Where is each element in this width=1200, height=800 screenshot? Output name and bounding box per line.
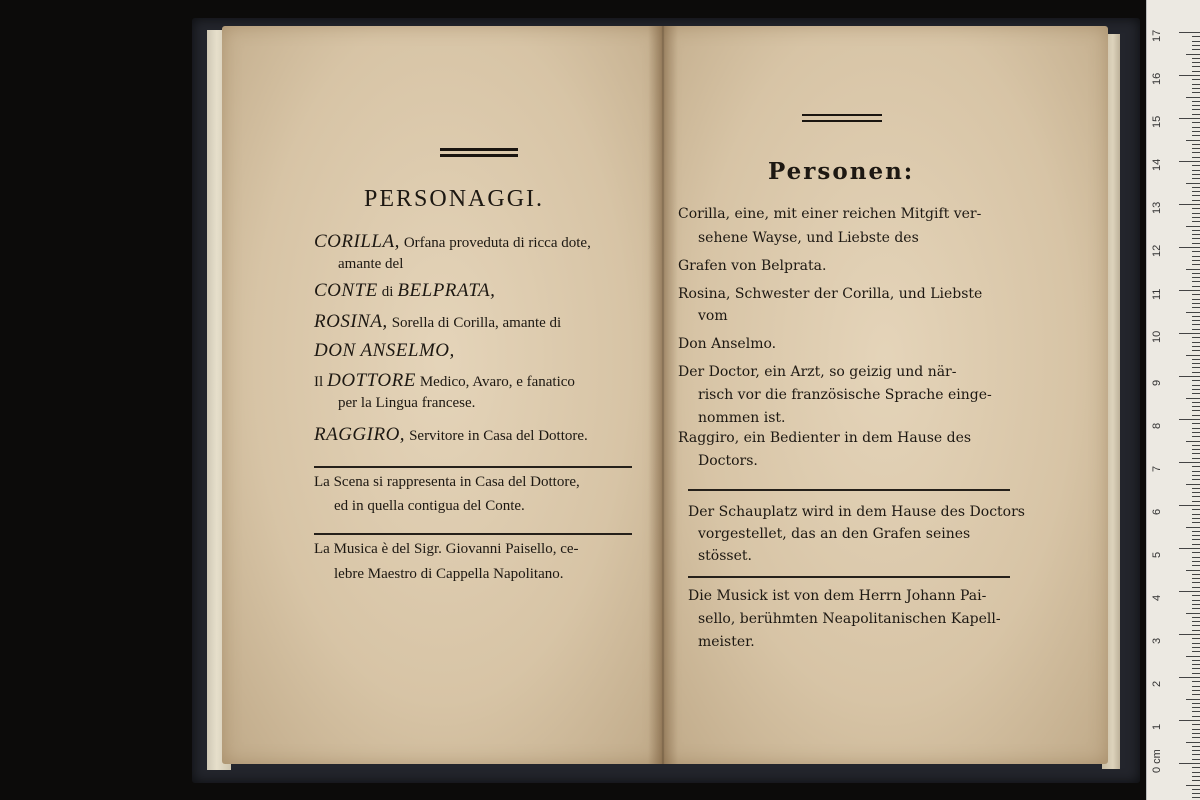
ruler-tick (1192, 286, 1200, 287)
ruler-tick (1186, 527, 1200, 528)
ruler-tick (1192, 716, 1200, 717)
ruler-tick (1192, 608, 1200, 609)
cast-line (314, 311, 561, 333)
ruler-tick (1192, 711, 1200, 712)
ruler-tick (1192, 660, 1200, 661)
ruler-tick (1192, 582, 1200, 583)
ruler-tick (1192, 415, 1200, 416)
ruler-tick (1192, 797, 1200, 798)
cast-line (314, 280, 495, 302)
ruler-tick (1192, 41, 1200, 42)
scene-text: Der Schauplatz wird in dem Hause des Doctors (688, 504, 1025, 520)
character-description: Medico, Avaro, e fanatico (419, 374, 575, 390)
cast-line (314, 340, 455, 362)
music-credit: La Musica è del Sigr. Giovanni Paisello, ce- (314, 541, 579, 557)
ruler-tick (1192, 518, 1200, 519)
ruler-tick (1192, 428, 1200, 429)
cast-line: per la Lingua francese. (338, 395, 476, 411)
ruler-tick (1192, 337, 1200, 338)
cast-line: Doctors. (698, 453, 758, 469)
ruler-tick (1192, 359, 1200, 360)
ruler-tick (1192, 36, 1200, 37)
ruler-tick (1192, 737, 1200, 738)
ornament-bar (440, 154, 518, 157)
ruler-tick (1192, 299, 1200, 300)
ruler-tick (1192, 436, 1200, 437)
ruler-tick (1192, 372, 1200, 373)
cast-line: risch vor die französische Sprache einge- (698, 387, 992, 403)
measuring-ruler (1146, 0, 1200, 800)
ruler-tick (1192, 587, 1200, 588)
ruler-number: 2 (1151, 680, 1163, 687)
ruler-tick (1192, 681, 1200, 682)
scene-text: La Scena si rappresenta in Casa del Dottore, (314, 474, 580, 490)
ruler-tick (1192, 92, 1200, 93)
ruler-tick (1186, 312, 1200, 313)
ruler-tick (1192, 638, 1200, 639)
ruler-tick (1192, 595, 1200, 596)
ruler-tick (1192, 604, 1200, 605)
ruler-tick (1192, 552, 1200, 553)
scene-text: vorgestellet, das an den Grafen seines (698, 526, 971, 542)
ruler-tick (1192, 109, 1200, 110)
ruler-tick (1192, 58, 1200, 59)
ruler-tick (1192, 251, 1200, 252)
ruler-tick (1179, 720, 1200, 721)
ruler-tick (1192, 101, 1200, 102)
cast-line: Rosina, Schwester der Corilla, und Liebste (678, 286, 983, 302)
cast-line (314, 231, 591, 253)
ruler-tick (1192, 466, 1200, 467)
ruler-tick (1192, 238, 1200, 239)
ruler-tick (1192, 578, 1200, 579)
ruler-tick (1192, 754, 1200, 755)
ruler-tick (1192, 522, 1200, 523)
ruler-number: 4 (1151, 594, 1163, 601)
ruler-tick (1192, 458, 1200, 459)
character-name: CORILLA, (314, 231, 400, 252)
ruler-tick (1192, 230, 1200, 231)
ruler-number: 15 (1151, 115, 1163, 128)
cast-line: vom (698, 308, 728, 324)
ruler-tick (1186, 140, 1200, 141)
ruler-tick (1192, 307, 1200, 308)
ruler-tick (1192, 213, 1200, 214)
ruler-tick (1192, 686, 1200, 687)
ruler-tick (1186, 183, 1200, 184)
ruler-tick (1179, 548, 1200, 549)
divider-rule (314, 466, 632, 468)
ruler-tick (1192, 776, 1200, 777)
ruler-tick (1186, 398, 1200, 399)
ruler-tick (1192, 217, 1200, 218)
ruler-tick (1192, 208, 1200, 209)
ruler-tick (1192, 793, 1200, 794)
cast-line (314, 370, 575, 392)
character-name: RAGGIRO, (314, 424, 406, 445)
ruler-tick (1192, 539, 1200, 540)
ruler-tick (1192, 221, 1200, 222)
ornament-bar (802, 114, 882, 116)
character-name: BELPRATA, (397, 280, 496, 301)
character-description: Servitore in Casa del Dottore. (409, 428, 588, 444)
cast-line: Don Anselmo. (678, 336, 777, 352)
ruler-tick (1192, 423, 1200, 424)
ruler-tick (1192, 84, 1200, 85)
ruler-tick (1192, 475, 1200, 476)
cast-line: nommen ist. (698, 410, 786, 426)
ruler-number: 13 (1151, 201, 1163, 214)
ruler-tick (1186, 484, 1200, 485)
divider-rule (314, 533, 632, 535)
ruler-tick (1192, 277, 1200, 278)
ruler-tick (1192, 449, 1200, 450)
ruler-tick (1192, 625, 1200, 626)
ruler-tick (1192, 174, 1200, 175)
ruler-number: 14 (1151, 158, 1163, 171)
ruler-tick (1192, 324, 1200, 325)
ruler-tick (1179, 763, 1200, 764)
ruler-tick (1192, 410, 1200, 411)
ornament-bar (802, 120, 882, 122)
ruler-tick (1186, 269, 1200, 270)
ruler-tick (1192, 79, 1200, 80)
ruler-tick (1179, 634, 1200, 635)
ornament-bar (440, 148, 518, 151)
ruler-tick (1192, 152, 1200, 153)
ruler-number: 12 (1151, 244, 1163, 257)
ruler-tick (1179, 333, 1200, 334)
ruler-tick (1179, 32, 1200, 33)
character-name: DOTTORE (327, 370, 416, 391)
ruler-tick (1192, 767, 1200, 768)
article-text: Il (314, 374, 324, 390)
ruler-tick (1192, 346, 1200, 347)
ruler-number: 6 (1151, 508, 1163, 515)
ruler-tick (1192, 178, 1200, 179)
ruler-tick (1192, 195, 1200, 196)
ruler-tick (1179, 505, 1200, 506)
ruler-tick (1192, 479, 1200, 480)
ruler-tick (1192, 243, 1200, 244)
ruler-tick (1192, 780, 1200, 781)
ruler-tick (1192, 367, 1200, 368)
ruler-tick (1192, 729, 1200, 730)
ruler-tick (1192, 88, 1200, 89)
ruler-tick (1192, 200, 1200, 201)
ruler-tick (1192, 694, 1200, 695)
character-name: CONTE (314, 280, 378, 301)
ruler-tick (1179, 118, 1200, 119)
page-title: PERSONAGGI. (364, 186, 545, 212)
ruler-tick (1192, 750, 1200, 751)
ruler-tick (1192, 651, 1200, 652)
ruler-number: 17 (1151, 29, 1163, 42)
ruler-tick (1192, 406, 1200, 407)
ruler-tick (1179, 247, 1200, 248)
ruler-tick (1192, 531, 1200, 532)
ruler-tick (1192, 647, 1200, 648)
ruler-number: 3 (1151, 637, 1163, 644)
connector-text: di (381, 284, 394, 300)
page-title: Personen: (768, 158, 915, 185)
ruler-tick (1192, 114, 1200, 115)
ruler-tick (1192, 664, 1200, 665)
ruler-tick (1192, 557, 1200, 558)
ruler-tick (1179, 462, 1200, 463)
music-credit: lebre Maestro di Cappella Napolitano. (334, 566, 564, 582)
ruler-tick (1192, 329, 1200, 330)
ruler-number: 9 (1151, 379, 1163, 386)
ruler-number: 7 (1151, 465, 1163, 472)
ruler-tick (1192, 389, 1200, 390)
ruler-tick (1192, 294, 1200, 295)
ruler-tick (1192, 144, 1200, 145)
character-description: Sorella di Corilla, amante di (391, 315, 562, 331)
ruler-tick (1192, 514, 1200, 515)
ruler-tick (1192, 471, 1200, 472)
ruler-number: 0 cm (1151, 749, 1163, 773)
ruler-tick (1192, 707, 1200, 708)
scene-text: stösset. (698, 548, 752, 564)
ruler-tick (1186, 656, 1200, 657)
scene-text: ed in quella contigua del Conte. (334, 498, 525, 514)
ruler-tick (1192, 303, 1200, 304)
ruler-tick (1192, 673, 1200, 674)
ruler-tick (1192, 71, 1200, 72)
ruler-number: 11 (1151, 288, 1163, 300)
ruler-tick (1192, 45, 1200, 46)
cast-line: sehene Wayse, und Liebste des (698, 230, 919, 246)
ruler-tick (1179, 204, 1200, 205)
music-credit: meister. (698, 634, 755, 650)
cast-line: Raggiro, ein Bedienter in dem Hause des (678, 430, 972, 446)
ruler-tick (1192, 170, 1200, 171)
music-credit: sello, berühmten Neapolitanischen Kapell- (698, 611, 1001, 627)
ruler-tick (1192, 148, 1200, 149)
ruler-tick (1179, 677, 1200, 678)
ruler-tick (1192, 621, 1200, 622)
ruler-tick (1192, 66, 1200, 67)
ruler-tick (1192, 273, 1200, 274)
ruler-tick (1192, 380, 1200, 381)
ruler-tick (1186, 570, 1200, 571)
ruler-tick (1192, 234, 1200, 235)
ruler-number: 8 (1151, 422, 1163, 429)
cast-line: Grafen von Belprata. (678, 258, 827, 274)
ruler-tick (1192, 733, 1200, 734)
ruler-tick (1192, 127, 1200, 128)
ruler-number: 5 (1151, 551, 1163, 558)
ruler-tick (1192, 600, 1200, 601)
ruler-tick (1192, 501, 1200, 502)
ruler-tick (1192, 342, 1200, 343)
ruler-tick (1192, 453, 1200, 454)
ruler-tick (1192, 617, 1200, 618)
divider-rule (688, 489, 1010, 491)
ruler-tick (1192, 105, 1200, 106)
ruler-tick (1192, 122, 1200, 123)
ruler-tick (1179, 161, 1200, 162)
ruler-tick (1192, 62, 1200, 63)
ruler-tick (1192, 131, 1200, 132)
ruler-tick (1186, 613, 1200, 614)
ruler-tick (1192, 316, 1200, 317)
ruler-tick (1192, 281, 1200, 282)
ruler-tick (1192, 256, 1200, 257)
ruler-tick (1192, 135, 1200, 136)
ruler-tick (1192, 260, 1200, 261)
ruler-tick (1192, 445, 1200, 446)
ruler-tick (1186, 97, 1200, 98)
cast-line: Der Doctor, ein Arzt, so geizig und när- (678, 364, 957, 380)
ruler-tick (1192, 488, 1200, 489)
cast-line: Corilla, eine, mit einer reichen Mitgift ver- (678, 206, 982, 222)
ruler-tick (1192, 385, 1200, 386)
ruler-tick (1186, 355, 1200, 356)
ruler-tick (1192, 690, 1200, 691)
ruler-tick (1192, 561, 1200, 562)
ruler-tick (1192, 509, 1200, 510)
ruler-tick (1192, 492, 1200, 493)
ruler-tick (1192, 350, 1200, 351)
ruler-tick (1179, 376, 1200, 377)
ruler-tick (1192, 402, 1200, 403)
ruler-tick (1192, 363, 1200, 364)
ruler-tick (1192, 565, 1200, 566)
character-name: ROSINA, (314, 311, 388, 332)
ruler-number: 10 (1151, 330, 1163, 343)
ruler-tick (1192, 544, 1200, 545)
character-name: DON ANSELMO, (314, 340, 455, 361)
ruler-tick (1192, 264, 1200, 265)
ruler-tick (1192, 165, 1200, 166)
ruler-tick (1192, 668, 1200, 669)
character-description: Orfana proveduta di ricca dote, (403, 235, 591, 251)
ruler-tick (1192, 724, 1200, 725)
ruler-tick (1192, 703, 1200, 704)
ruler-tick (1186, 441, 1200, 442)
ruler-tick (1192, 746, 1200, 747)
ruler-tick (1186, 699, 1200, 700)
ruler-tick (1179, 75, 1200, 76)
ruler-tick (1192, 643, 1200, 644)
ruler-tick (1192, 393, 1200, 394)
ruler-tick (1186, 54, 1200, 55)
ruler-tick (1186, 785, 1200, 786)
ruler-tick (1186, 742, 1200, 743)
cast-line (314, 424, 588, 446)
ruler-number: 16 (1151, 72, 1163, 85)
ruler-tick (1192, 496, 1200, 497)
ruler-tick (1192, 789, 1200, 790)
ruler-tick (1179, 290, 1200, 291)
ruler-number: 1 (1151, 723, 1163, 730)
ruler-tick (1192, 187, 1200, 188)
ruler-tick (1192, 157, 1200, 158)
ruler-tick (1192, 49, 1200, 50)
ruler-tick (1179, 591, 1200, 592)
right-page (662, 26, 1108, 764)
ruler-tick (1192, 432, 1200, 433)
ruler-tick (1192, 759, 1200, 760)
cast-line: amante del (338, 256, 404, 272)
ruler-tick (1186, 226, 1200, 227)
ruler-tick (1192, 630, 1200, 631)
music-credit: Die Musick ist von dem Herrn Johann Pai- (688, 588, 987, 604)
left-page (222, 26, 662, 764)
ruler-tick (1179, 419, 1200, 420)
ruler-tick (1192, 574, 1200, 575)
ruler-tick (1192, 772, 1200, 773)
divider-rule (688, 576, 1010, 578)
ruler-tick (1192, 191, 1200, 192)
ruler-tick (1192, 535, 1200, 536)
ruler-tick (1192, 320, 1200, 321)
